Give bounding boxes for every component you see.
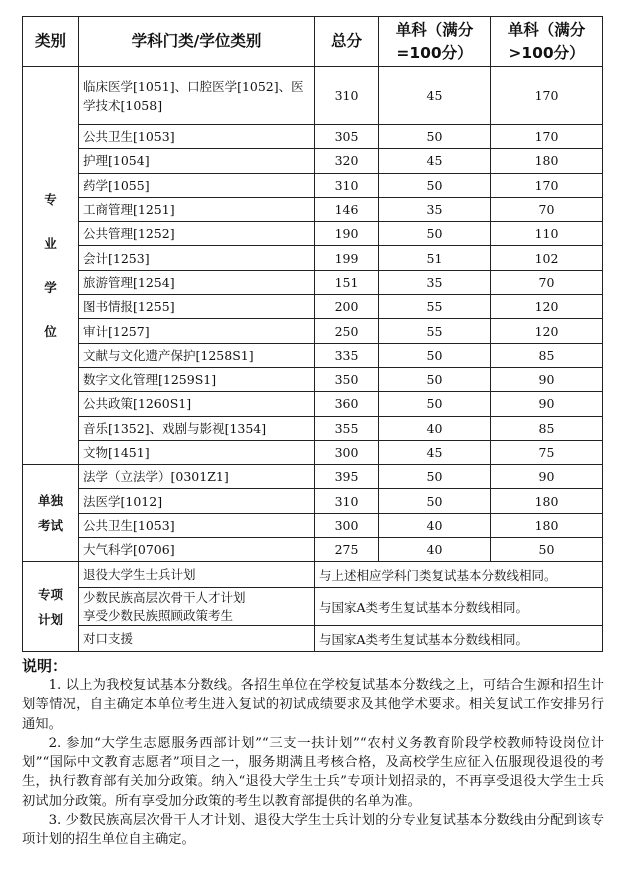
single-over-100-score-cell: 75 <box>491 440 603 464</box>
single-over-100-score-cell: 85 <box>491 343 603 367</box>
total-score-cell: 151 <box>315 270 379 294</box>
table-row <box>23 295 603 319</box>
note-item: 2. 参加“大学生志愿服务西部计划”“三支一扶计划”“农村义务教育阶段学校教师特设岗位计划”“国际中文教育志愿者”项目之一，服务期满且考核合格，及高校学生应征入伍服现役退役的考生，执行教育部有关加分政策。纳入“退役大学生士兵”专项计划招录的，不再享受退役大学生士兵初试加分政策。所有享受加分政策的考生以教育部提供的名单为准。 <box>22 735 604 809</box>
single-over-100-score-cell: 120 <box>491 319 603 343</box>
table-header-row <box>23 17 603 67</box>
header-total: 总分 <box>315 17 379 67</box>
note-item: 3. 少数民族高层次骨干人才计划、退役大学生士兵计划的分专业复试基本分数线由分配到该专项计划的招生单位自主确定。 <box>22 813 604 848</box>
single-over-100-score-cell: 170 <box>491 67 603 125</box>
subject-cell: 公共管理[1252] <box>79 222 315 246</box>
table-row <box>23 626 603 652</box>
single-100-score-cell: 40 <box>379 538 491 562</box>
subject-cell: 公共政策[1260S1] <box>79 392 315 416</box>
table-row <box>23 489 603 513</box>
table-row <box>23 440 603 464</box>
subject-cell: 数字文化管理[1259S1] <box>79 367 315 391</box>
single-100-score-cell: 55 <box>379 295 491 319</box>
subject-cell: 音乐[1352]、戏剧与影视[1354] <box>79 416 315 440</box>
header-single-100: 单科（满分=100分） <box>379 17 491 67</box>
subject-cell: 文物[1451] <box>79 440 315 464</box>
subject-cell: 公共卫生[1053] <box>79 125 315 149</box>
table-row <box>23 538 603 562</box>
single-over-100-score-cell: 180 <box>491 513 603 537</box>
total-score-cell: 305 <box>315 125 379 149</box>
single-over-100-score-cell: 70 <box>491 270 603 294</box>
total-score-cell: 310 <box>315 489 379 513</box>
table-row <box>23 67 603 125</box>
single-100-score-cell: 50 <box>379 173 491 197</box>
subject-cell: 药学[1055] <box>79 173 315 197</box>
total-score-cell: 355 <box>315 416 379 440</box>
total-score-cell: 310 <box>315 67 379 125</box>
header-subject: 学科门类/学位类别 <box>79 17 315 67</box>
plan-note-cell: 与上述相应学科门类复试基本分数线相同。 <box>315 562 603 588</box>
total-score-cell: 146 <box>315 197 379 221</box>
single-over-100-score-cell: 90 <box>491 465 603 489</box>
category-cell-independent: 单独 考试 <box>23 465 79 562</box>
single-100-score-cell: 51 <box>379 246 491 270</box>
single-100-score-cell: 50 <box>379 489 491 513</box>
table-row <box>23 197 603 221</box>
single-100-score-cell: 45 <box>379 67 491 125</box>
total-score-cell: 350 <box>315 367 379 391</box>
subject-cell: 大气科学[0706] <box>79 538 315 562</box>
single-100-score-cell: 45 <box>379 440 491 464</box>
single-over-100-score-cell: 90 <box>491 367 603 391</box>
total-score-cell: 200 <box>315 295 379 319</box>
single-over-100-score-cell: 102 <box>491 246 603 270</box>
single-over-100-score-cell: 110 <box>491 222 603 246</box>
single-100-score-cell: 50 <box>379 465 491 489</box>
table-row <box>23 222 603 246</box>
plan-name-cell: 少数民族高层次骨干人才计划 享受少数民族照顾政策考生 <box>79 588 315 626</box>
single-100-score-cell: 40 <box>379 416 491 440</box>
subject-cell: 文献与文化遗产保护[1258S1] <box>79 343 315 367</box>
total-score-cell: 300 <box>315 440 379 464</box>
table-row <box>23 392 603 416</box>
notes-heading: 说明： <box>22 657 68 675</box>
single-over-100-score-cell: 170 <box>491 125 603 149</box>
total-score-cell: 300 <box>315 513 379 537</box>
table-row <box>23 513 603 537</box>
table-row <box>23 270 603 294</box>
notes-section <box>22 656 604 850</box>
subject-cell: 护理[1054] <box>79 149 315 173</box>
table-row <box>23 416 603 440</box>
subject-cell: 公共卫生[1053] <box>79 513 315 537</box>
single-100-score-cell: 50 <box>379 367 491 391</box>
header-category: 类别 <box>23 17 79 67</box>
table-row <box>23 562 603 588</box>
single-100-score-cell: 35 <box>379 270 491 294</box>
subject-cell: 图书情报[1255] <box>79 295 315 319</box>
single-100-score-cell: 50 <box>379 125 491 149</box>
single-over-100-score-cell: 170 <box>491 173 603 197</box>
table-row <box>23 149 603 173</box>
table-row <box>23 173 603 197</box>
single-over-100-score-cell: 180 <box>491 149 603 173</box>
single-100-score-cell: 50 <box>379 222 491 246</box>
score-table <box>22 16 603 652</box>
single-over-100-score-cell: 70 <box>491 197 603 221</box>
header-single-over-100: 单科（满分>100分） <box>491 17 603 67</box>
table-row <box>23 246 603 270</box>
total-score-cell: 310 <box>315 173 379 197</box>
single-over-100-score-cell: 85 <box>491 416 603 440</box>
single-over-100-score-cell: 50 <box>491 538 603 562</box>
total-score-cell: 320 <box>315 149 379 173</box>
single-over-100-score-cell: 120 <box>491 295 603 319</box>
single-100-score-cell: 50 <box>379 392 491 416</box>
table-row <box>23 343 603 367</box>
plan-note-cell: 与国家A类考生复试基本分数线相同。 <box>315 626 603 652</box>
single-over-100-score-cell: 180 <box>491 489 603 513</box>
table-row <box>23 465 603 489</box>
table-row <box>23 367 603 391</box>
total-score-cell: 360 <box>315 392 379 416</box>
plan-note-cell: 与国家A类考生复试基本分数线相同。 <box>315 588 603 626</box>
single-100-score-cell: 35 <box>379 197 491 221</box>
subject-cell: 法医学[1012] <box>79 489 315 513</box>
total-score-cell: 190 <box>315 222 379 246</box>
table-row <box>23 319 603 343</box>
single-100-score-cell: 45 <box>379 149 491 173</box>
subject-cell: 临床医学[1051]、口腔医学[1052]、医学技术[1058] <box>79 67 315 125</box>
plan-name-cell: 对口支援 <box>79 626 315 652</box>
total-score-cell: 199 <box>315 246 379 270</box>
single-over-100-score-cell: 90 <box>491 392 603 416</box>
category-cell-special: 专项 计划 <box>23 562 79 652</box>
total-score-cell: 275 <box>315 538 379 562</box>
total-score-cell: 250 <box>315 319 379 343</box>
subject-cell: 会计[1253] <box>79 246 315 270</box>
subject-cell: 法学（立法学）[0301Z1] <box>79 465 315 489</box>
table-row <box>23 588 603 626</box>
subject-cell: 工商管理[1251] <box>79 197 315 221</box>
plan-name-cell: 退役大学生士兵计划 <box>79 562 315 588</box>
note-item: 1. 以上为我校复试基本分数线。各招生单位在学校复试基本分数线之上，可结合生源和招生计划等情况，自主确定本单位考生进入复试的初试成绩要求及其他学术要求。相关复试工作安排另行通知。 <box>22 678 604 732</box>
single-100-score-cell: 40 <box>379 513 491 537</box>
table-row <box>23 125 603 149</box>
subject-cell: 旅游管理[1254] <box>79 270 315 294</box>
category-cell-professional: 专 业 学 位 <box>23 67 79 465</box>
total-score-cell: 335 <box>315 343 379 367</box>
total-score-cell: 395 <box>315 465 379 489</box>
subject-cell: 审计[1257] <box>79 319 315 343</box>
single-100-score-cell: 50 <box>379 343 491 367</box>
single-100-score-cell: 55 <box>379 319 491 343</box>
